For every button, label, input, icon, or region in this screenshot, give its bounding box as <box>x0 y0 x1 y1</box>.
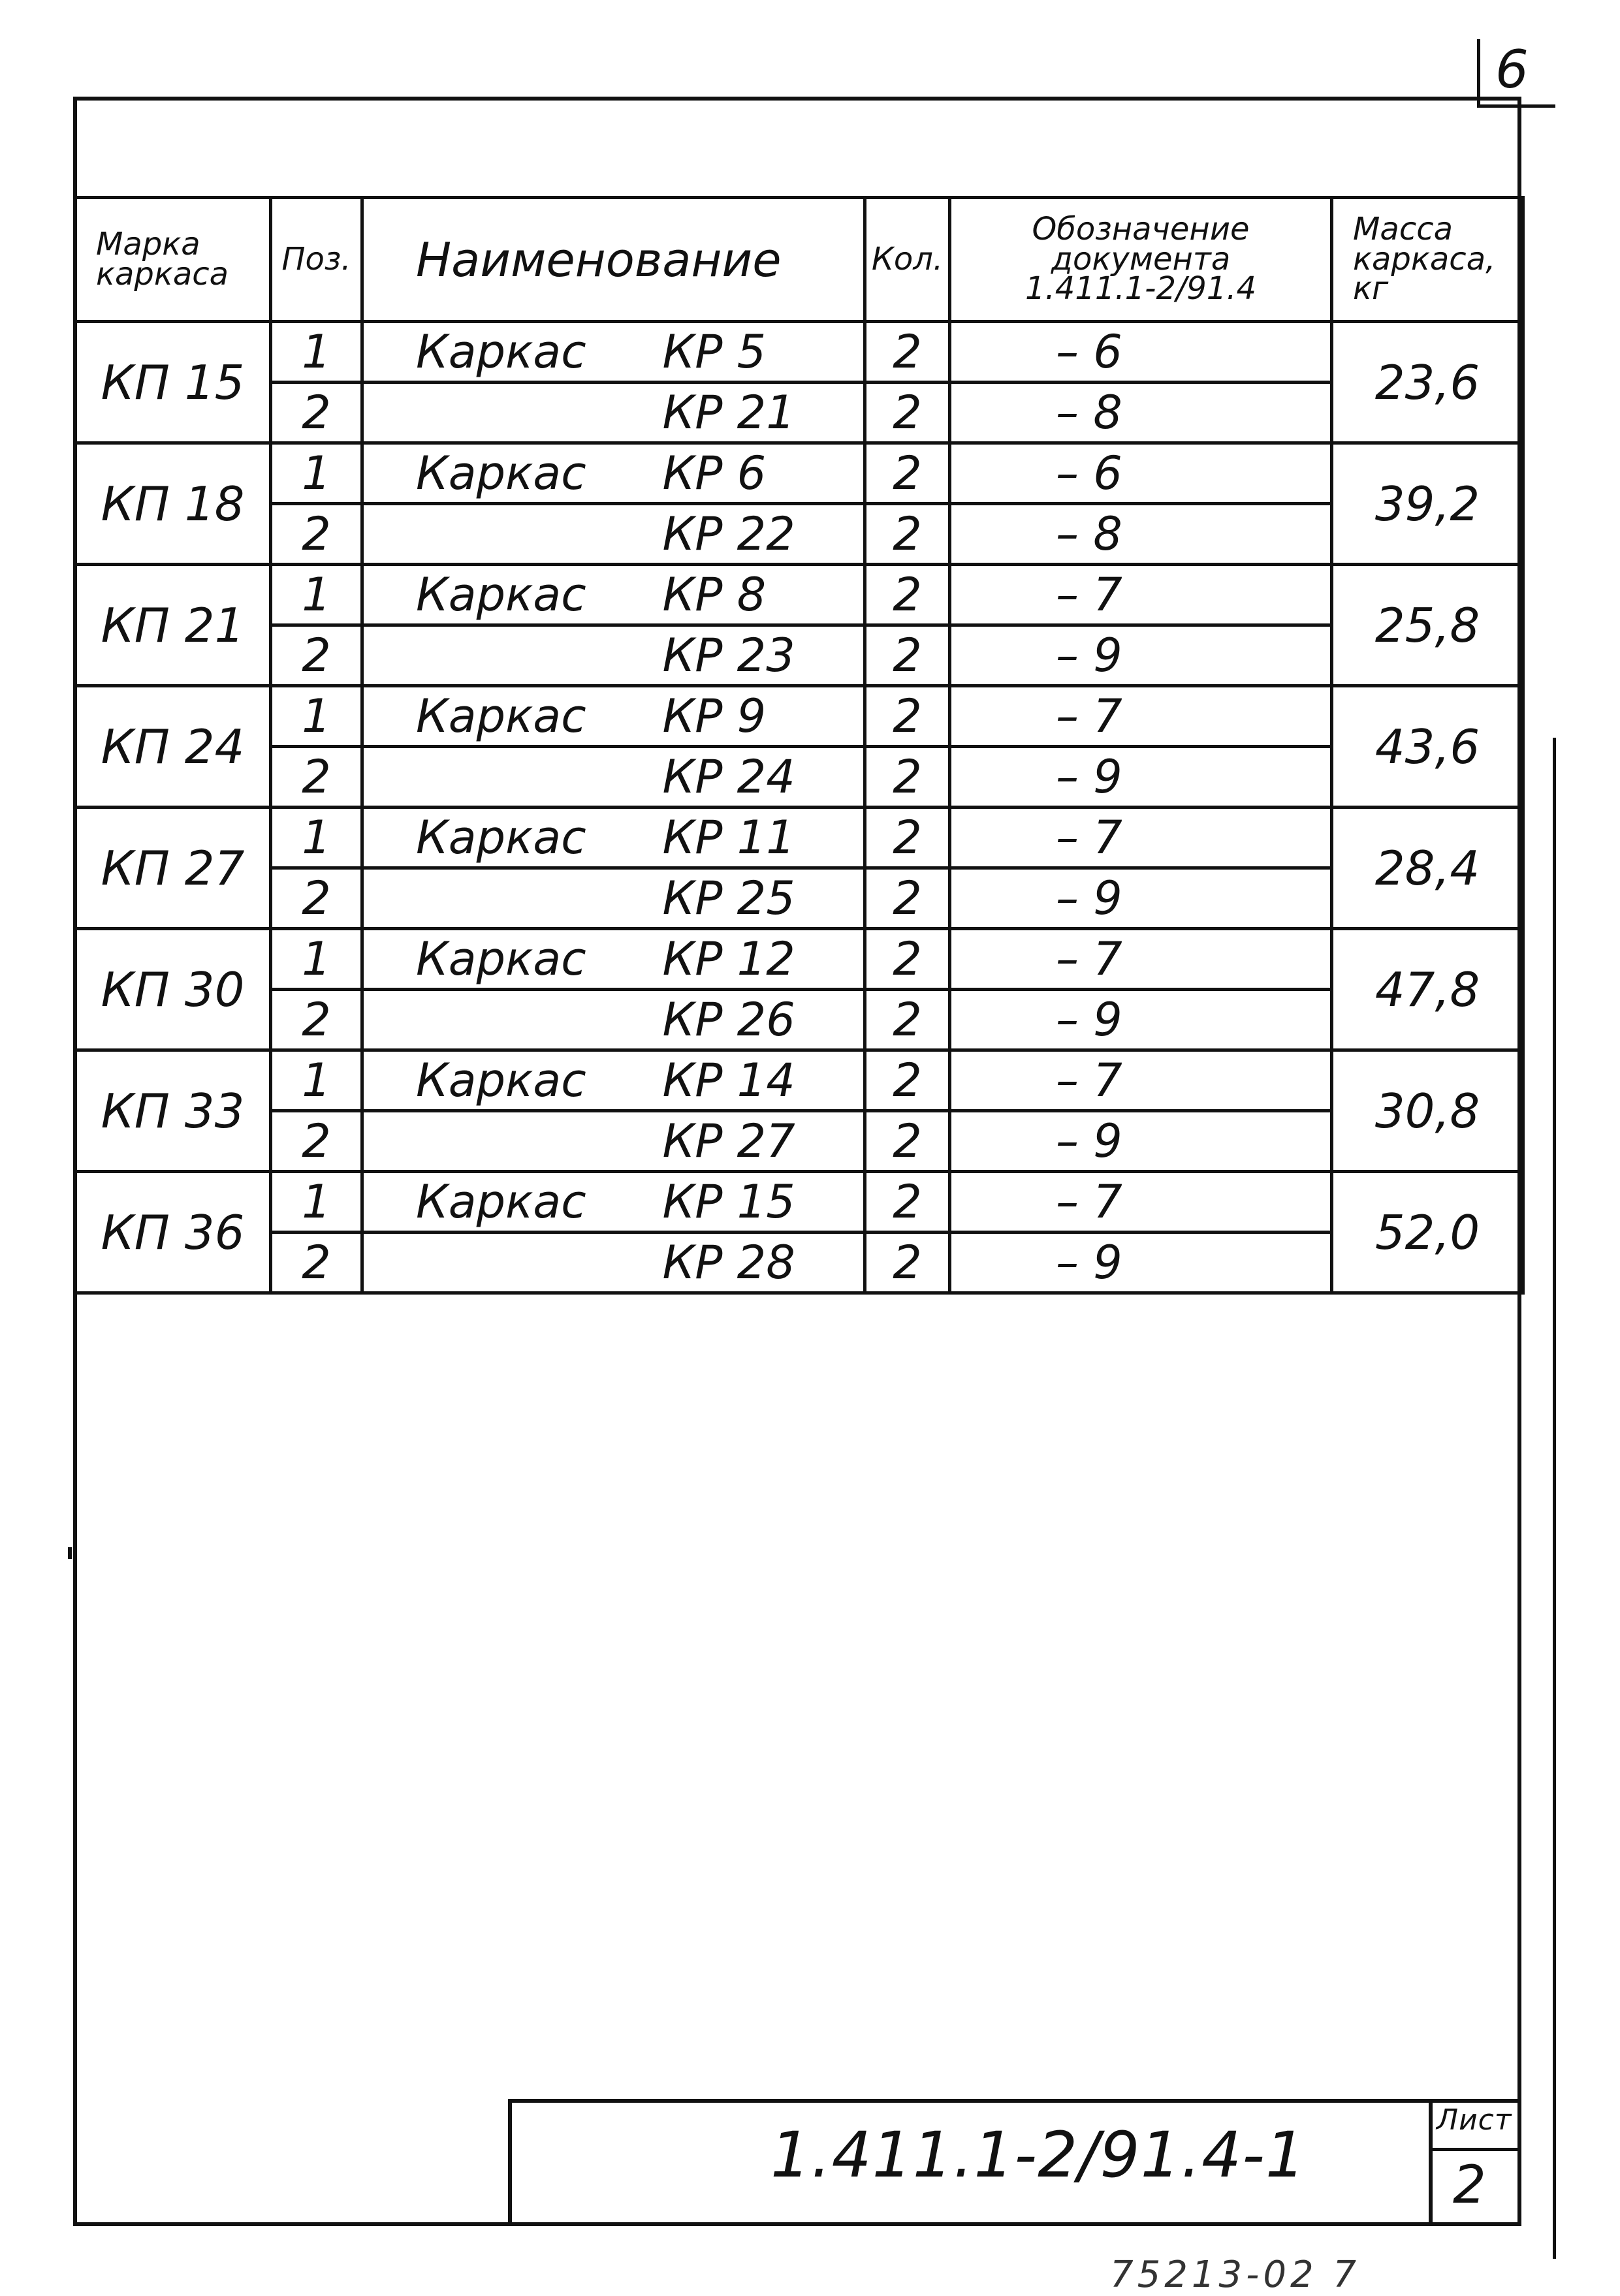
qty-cell: 2 <box>865 443 950 504</box>
qty-cell: 2 <box>865 504 950 565</box>
sheet-number: 2 <box>1453 2154 1487 2215</box>
pos-cell: 2 <box>271 990 362 1050</box>
kr-cell: КР 9 <box>650 686 865 747</box>
qty-cell: 2 <box>865 686 950 747</box>
corner-page-number: 6 <box>1495 39 1529 100</box>
name-cell: Каркас <box>362 565 650 625</box>
table-row <box>75 504 1523 565</box>
pos-cell: 1 <box>271 1050 362 1111</box>
table-row <box>75 1111 1523 1172</box>
mass-cell: 25,8 <box>1332 565 1523 686</box>
mass-cell: 30,8 <box>1332 1050 1523 1172</box>
name-cell: Каркас <box>362 1050 650 1111</box>
header-doc <box>950 198 1332 322</box>
pos-cell: 2 <box>271 504 362 565</box>
qty-cell: 2 <box>865 565 950 625</box>
name-cell: Каркас <box>362 808 650 868</box>
table-row <box>75 929 1523 990</box>
table-row <box>75 1233 1523 1293</box>
left-edge-tick <box>68 1547 72 1559</box>
document-code: 1.411.1-2/91.4-1 <box>770 2118 1306 2192</box>
mass-cell: 43,6 <box>1332 686 1523 808</box>
table-row <box>75 990 1523 1050</box>
sheet-label: Лист <box>1437 2103 1512 2137</box>
qty-cell: 2 <box>865 747 950 808</box>
qty-cell: 2 <box>865 322 950 383</box>
qty-cell: 2 <box>865 1111 950 1172</box>
name-cell <box>362 868 650 929</box>
kr-cell: КР 11 <box>650 808 865 868</box>
table-row <box>75 868 1523 929</box>
name-cell <box>362 1111 650 1172</box>
header-mark: Марка каркаса <box>75 198 271 322</box>
table-row <box>75 322 1523 383</box>
table-header-row <box>75 198 1523 322</box>
name-cell <box>362 625 650 686</box>
pos-cell: 1 <box>271 565 362 625</box>
mark-cell: КП 36 <box>75 1172 271 1293</box>
kr-cell: КР 21 <box>650 383 865 443</box>
name-cell <box>362 990 650 1050</box>
corner-divider-vertical <box>1477 39 1480 104</box>
table-row <box>75 1172 1523 1233</box>
mark-cell: КП 30 <box>75 929 271 1050</box>
mass-cell: 52,0 <box>1332 1172 1523 1293</box>
mark-cell: КП 33 <box>75 1050 271 1172</box>
kr-cell: КР 12 <box>650 929 865 990</box>
specification-table <box>73 196 1525 1295</box>
pos-cell: 2 <box>271 625 362 686</box>
name-cell: Каркас <box>362 322 650 383</box>
table-row <box>75 383 1523 443</box>
qty-cell: 2 <box>865 383 950 443</box>
name-cell <box>362 504 650 565</box>
pos-cell: 1 <box>271 686 362 747</box>
pos-cell: 1 <box>271 443 362 504</box>
pos-cell: 1 <box>271 322 362 383</box>
mark-cell: КП 15 <box>75 322 271 443</box>
doc-cell: – 9 <box>950 747 1332 808</box>
mass-cell: 28,4 <box>1332 808 1523 929</box>
doc-cell: – 6 <box>950 322 1332 383</box>
kr-cell: КР 25 <box>650 868 865 929</box>
archive-stamp: 75213-02 7 <box>1110 2254 1361 2296</box>
mark-cell: КП 21 <box>75 565 271 686</box>
doc-cell: – 8 <box>950 383 1332 443</box>
kr-cell: КР 28 <box>650 1233 865 1293</box>
doc-cell: – 7 <box>950 565 1332 625</box>
pos-cell: 1 <box>271 1172 362 1233</box>
table-row <box>75 625 1523 686</box>
kr-cell: КР 5 <box>650 322 865 383</box>
kr-cell: КР 15 <box>650 1172 865 1233</box>
doc-cell: – 9 <box>950 625 1332 686</box>
table-row <box>75 686 1523 747</box>
header-doc-title: Обозначение документа <box>1032 211 1250 277</box>
mass-cell: 23,6 <box>1332 322 1523 443</box>
doc-cell: – 9 <box>950 1233 1332 1293</box>
doc-cell: – 7 <box>950 808 1332 868</box>
header-name: Наименование <box>362 198 865 322</box>
mass-cell: 39,2 <box>1332 443 1523 565</box>
sheet-box-divider <box>1429 2148 1521 2151</box>
mark-cell: КП 27 <box>75 808 271 929</box>
kr-cell: КР 27 <box>650 1111 865 1172</box>
qty-cell: 2 <box>865 929 950 990</box>
doc-cell: – 9 <box>950 990 1332 1050</box>
qty-cell: 2 <box>865 1233 950 1293</box>
table-row <box>75 565 1523 625</box>
doc-cell: – 9 <box>950 868 1332 929</box>
kr-cell: КР 26 <box>650 990 865 1050</box>
name-cell <box>362 747 650 808</box>
table-row <box>75 747 1523 808</box>
name-cell: Каркас <box>362 443 650 504</box>
header-doc-series: 1.411.1-2/91.4 <box>1024 270 1257 307</box>
doc-cell: – 7 <box>950 1172 1332 1233</box>
header-mass: Масса каркаса, кг <box>1332 198 1523 322</box>
mass-cell: 47,8 <box>1332 929 1523 1050</box>
kr-cell: КР 22 <box>650 504 865 565</box>
doc-cell: – 7 <box>950 929 1332 990</box>
header-pos: Поз. <box>271 198 362 322</box>
doc-cell: – 9 <box>950 1111 1332 1172</box>
qty-cell: 2 <box>865 625 950 686</box>
table-row <box>75 1050 1523 1111</box>
name-cell <box>362 1233 650 1293</box>
pos-cell: 2 <box>271 1233 362 1293</box>
pos-cell: 1 <box>271 929 362 990</box>
pos-cell: 2 <box>271 868 362 929</box>
header-qty: Кол. <box>865 198 950 322</box>
pos-cell: 2 <box>271 747 362 808</box>
pos-cell: 2 <box>271 383 362 443</box>
qty-cell: 2 <box>865 1050 950 1111</box>
doc-cell: – 7 <box>950 1050 1332 1111</box>
kr-cell: КР 8 <box>650 565 865 625</box>
name-cell: Каркас <box>362 1172 650 1233</box>
mark-cell: КП 18 <box>75 443 271 565</box>
mark-cell: КП 24 <box>75 686 271 808</box>
qty-cell: 2 <box>865 990 950 1050</box>
pos-cell: 2 <box>271 1111 362 1172</box>
doc-cell: – 7 <box>950 686 1332 747</box>
kr-cell: КР 6 <box>650 443 865 504</box>
pos-cell: 1 <box>271 808 362 868</box>
name-cell: Каркас <box>362 686 650 747</box>
doc-cell: – 6 <box>950 443 1332 504</box>
name-cell <box>362 383 650 443</box>
kr-cell: КР 24 <box>650 747 865 808</box>
qty-cell: 2 <box>865 1172 950 1233</box>
name-cell: Каркас <box>362 929 650 990</box>
table-row <box>75 443 1523 504</box>
table-row <box>75 808 1523 868</box>
outer-right-border <box>1553 738 1556 2259</box>
kr-cell: КР 14 <box>650 1050 865 1111</box>
doc-cell: – 8 <box>950 504 1332 565</box>
kr-cell: КР 23 <box>650 625 865 686</box>
qty-cell: 2 <box>865 868 950 929</box>
qty-cell: 2 <box>865 808 950 868</box>
